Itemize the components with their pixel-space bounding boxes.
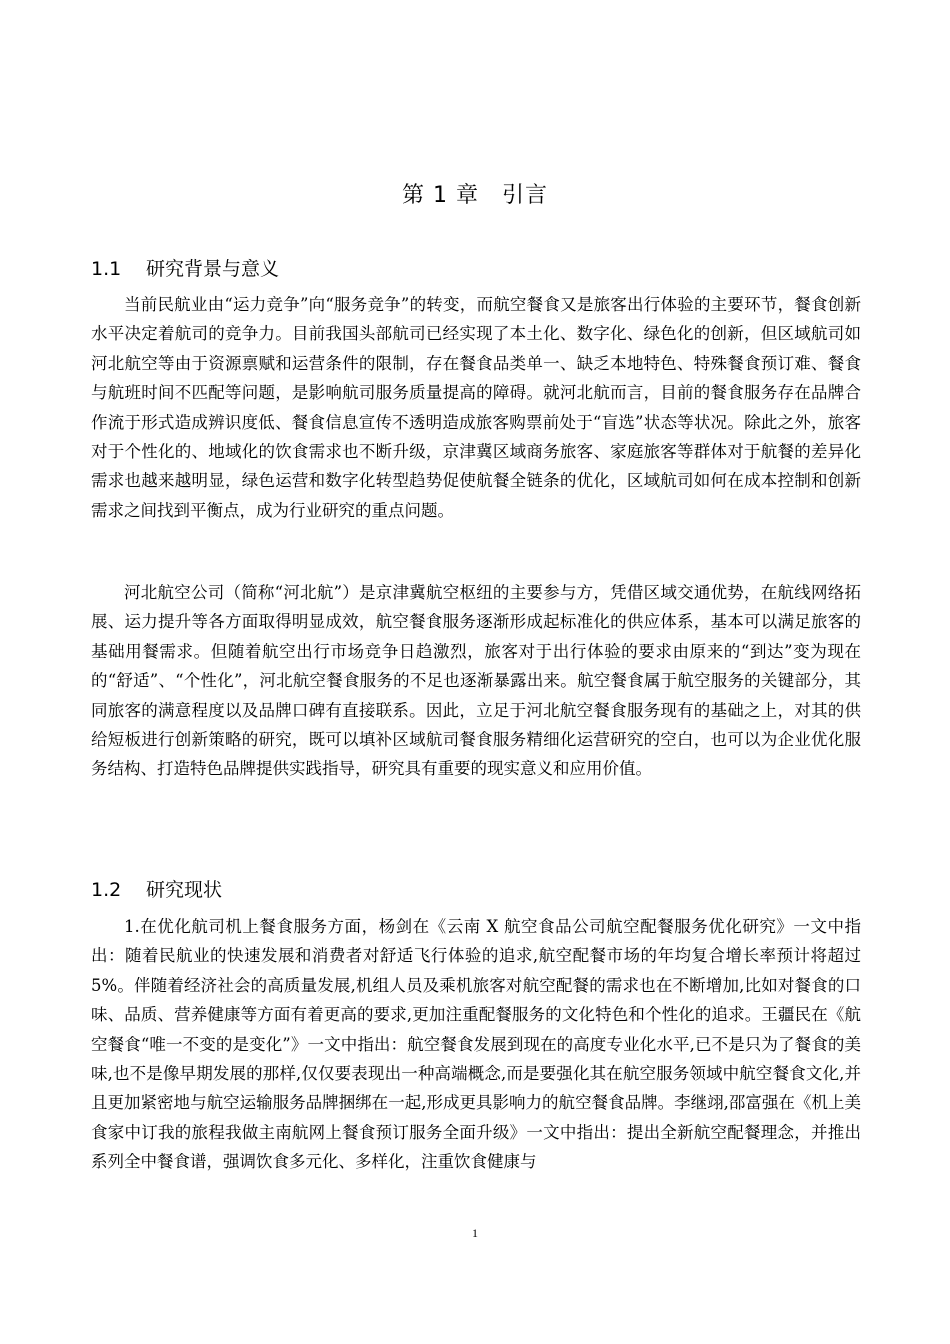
body-paragraph: 河北航空公司（简称“河北航”）是京津冀航空枢纽的主要参与方，凭借区域交通优势，在航线网络拓展、运力提升等各方面取得明显成效，航空餐食服务逐渐形成起标准化的供应体系，基本可以满足旅客的基础用餐需求。但随着航空出行市场竞争日趋激烈，旅客对于出行体验的要求由原来的“到达”变为现在的“舒适”、“个性化”，河北航空餐食服务的不足也逐渐暴露出来。航空餐食属于航空服务的关键部分，其同旅客的满意程度以及品牌口碑有直接联系。因此，立足于河北航空餐食服务现有的基础之上，对其的供给短板进行创新策略的研究，既可以填补区域航司餐食服务精细化运营研究的空白，也可以为企业优化服务结构、打造特色品牌提供实践指导，研究具有重要的现实意义和应用价值。	[91, 583, 861, 779]
section-number: 1.1	[91, 258, 122, 280]
chapter-title: 第 1 章 引言	[402, 183, 548, 208]
section-title: 研究现状	[146, 879, 223, 901]
body-paragraph: 1.在优化航司机上餐食服务方面，杨剑在《云南 X 航空食品公司航空配餐服务优化研究》一文中指出：随着民航业的快速发展和消费者对舒适飞行体验的追求,航空配餐市场的年均复合增长率预计将超过 5%。伴随着经济社会的高质量发展,机组人员及乘机旅客对航空配餐的需求也在不断增加,比如对餐食的口味、品质、营养健康等方面有着更高的要求,更加注重配餐服务的文化特色和个性化的追求。王疆民在《航空餐食“唯一不变的是变化”》一文中指出：航空餐食发展到现在的高度专业化水平,已不是只为了餐食的美味,也不是像早期发展的那样,仅仅要表现出一种高端概念,而是要强化其在航空服务领域中航空餐食文化,并且更加紧密地与航空运输服务品牌捆绑在一起,形成更具影响力的航空餐食品牌。李继翊,邵富强在《机上美食家中订我的旅程我做主南航网上餐食预订服务全面升级》一文中指出：提出全新航空配餐理念，并推出系列全中餐食谱，强调饮食多元化、多样化，注重饮食健康与	[91, 917, 861, 1172]
section-number: 1.2	[91, 879, 122, 901]
page-number: 1	[472, 1226, 478, 1240]
section-heading-1-1	[91, 254, 279, 281]
section-title: 研究背景与意义	[146, 258, 280, 280]
section-heading-1-2	[91, 875, 222, 902]
body-paragraph: 当前民航业由“运力竞争”向“服务竞争”的转变，而航空餐食又是旅客出行体验的主要环节，餐食创新水平决定着航司的竞争力。目前我国头部航司已经实现了本土化、数字化、绿色化的创新，但区域航司如河北航空等由于资源禀赋和运营条件的限制，存在餐食品类单一、缺乏本地特色、特殊餐食预订难、餐食与航班时间不匹配等问题，是影响航司服务质量提高的障碍。就河北航而言，目前的餐食服务存在品牌合作流于形式造成辨识度低、餐食信息宣传不透明造成旅客购票前处于“盲选”状态等状况。除此之外，旅客对于个性化的、地域化的饮食需求也不断升级，京津冀区域商务旅客、家庭旅客等群体对于航餐的差异化需求也越来越明显，绿色运营和数字化转型趋势促使航餐全链条的优化，区域航司如何在成本控制和创新需求之间找到平衡点，成为行业研究的重点问题。	[91, 295, 861, 520]
